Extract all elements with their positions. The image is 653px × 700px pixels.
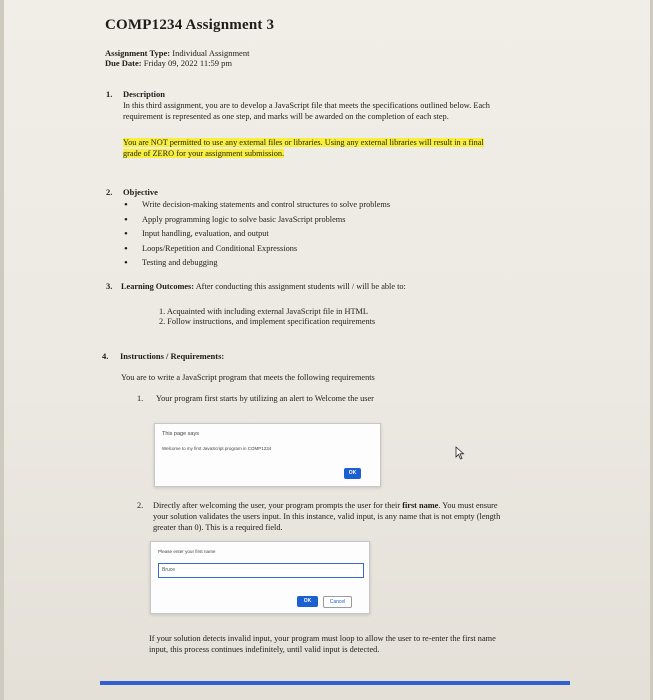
prompt-ok-button: OK [297,596,318,607]
assignment-type-label: Assignment Type: [105,48,171,58]
section-number-objective: 2. [106,187,113,197]
warning-line-2 [123,148,284,159]
step-2-line-3: greater than 0). This is a required field. [153,523,283,532]
section-heading-description: Description [123,89,166,99]
step-2-line-1-post: . You must ensure [438,501,498,510]
step-2-number: 2. [137,501,144,510]
due-date-label: Due Date: [105,58,142,68]
step-1-number: 1. [137,394,144,403]
objective-item: • Input handling, evaluation, and output [124,229,390,244]
step-2-line-2: your solution validates the users input. In this instance, valid input, is any name that is not empty (length [153,512,501,521]
description-line-1: In this third assignment, you are to develop a JavaScript file that meets the specifications outlined below. Each [123,101,490,110]
section-number-outcomes: 3. [106,281,113,291]
page-title: COMP1234 Assignment 3 [105,17,275,33]
invalid-input-line-1: If your solution detects invalid input, your program must loop to allow the user to re-enter the first name [149,634,496,643]
objective-item: • Apply programming logic to solve basic JavaScript problems [124,215,390,230]
outcome-item: 2. Follow instructions, and implement specification requirements [159,317,376,326]
section-heading-instructions: Instructions / Requirements: [120,351,225,361]
step-2-line-1-pre: Directly after welcoming the user, your program prompts the user for their [153,501,403,510]
prompt-dialog [150,541,370,614]
prompt-name-input: Bruce [158,563,364,578]
warning-highlight-2: grade of ZERO for your assignment submission. [123,149,285,158]
objective-item: • Testing and debugging [124,258,390,273]
alert-header: This page says [162,431,199,437]
step-2-line-1 [153,500,498,511]
section-heading-objective: Objective [123,187,158,197]
objective-item: • Write decision-making statements and control structures to solve problems [124,200,390,215]
assignment-type-value: Individual Assignment [172,48,250,58]
description-line-2: requirement is represented as one step, and marks will be awarded on the completion of each step. [123,112,449,121]
document-page [4,0,650,700]
alert-ok-button: OK [344,468,361,479]
assignment-type [105,48,249,58]
instructions-intro: You are to write a JavaScript program that meets the following requirements [121,373,375,382]
alert-dialog [154,423,381,487]
warning-line-1 [123,137,484,148]
due-date-value: Friday 09, 2022 11:59 pm [143,58,232,68]
alert-message: Welcome to my first JavaScript program in COMP1234 [162,446,272,451]
step-1-text: Your program first starts by utilizing an alert to Welcome the user [156,394,374,403]
objective-list [124,200,390,273]
outcome-item: 1. Acquainted with including external JavaScript file in HTML [159,307,368,316]
prompt-cancel-button: Cancel [323,596,352,608]
outcomes-list [159,307,375,327]
objective-item: • Loops/Repetition and Conditional Expressions [124,244,390,259]
section-number-instructions: 4. [102,351,109,361]
warning-highlight-1: You are NOT permitted to use any external files or libraries. Using any external libraries will result in a final [123,138,484,147]
step-2-line-1-bold: first name [402,501,439,510]
section-heading-outcomes: Learning Outcomes: [121,282,195,291]
due-date [105,58,232,68]
page-bottom-divider [100,681,570,685]
invalid-input-line-2: input, this process continues indefinitely, until valid input is detected. [149,645,380,654]
outcomes-intro: After conducting this assignment students will / will be able to: [195,282,406,291]
section-number-description: 1. [106,89,113,99]
mouse-cursor-icon [455,446,465,460]
prompt-label: Please enter your first name [158,549,216,554]
outcomes-line [121,281,406,292]
